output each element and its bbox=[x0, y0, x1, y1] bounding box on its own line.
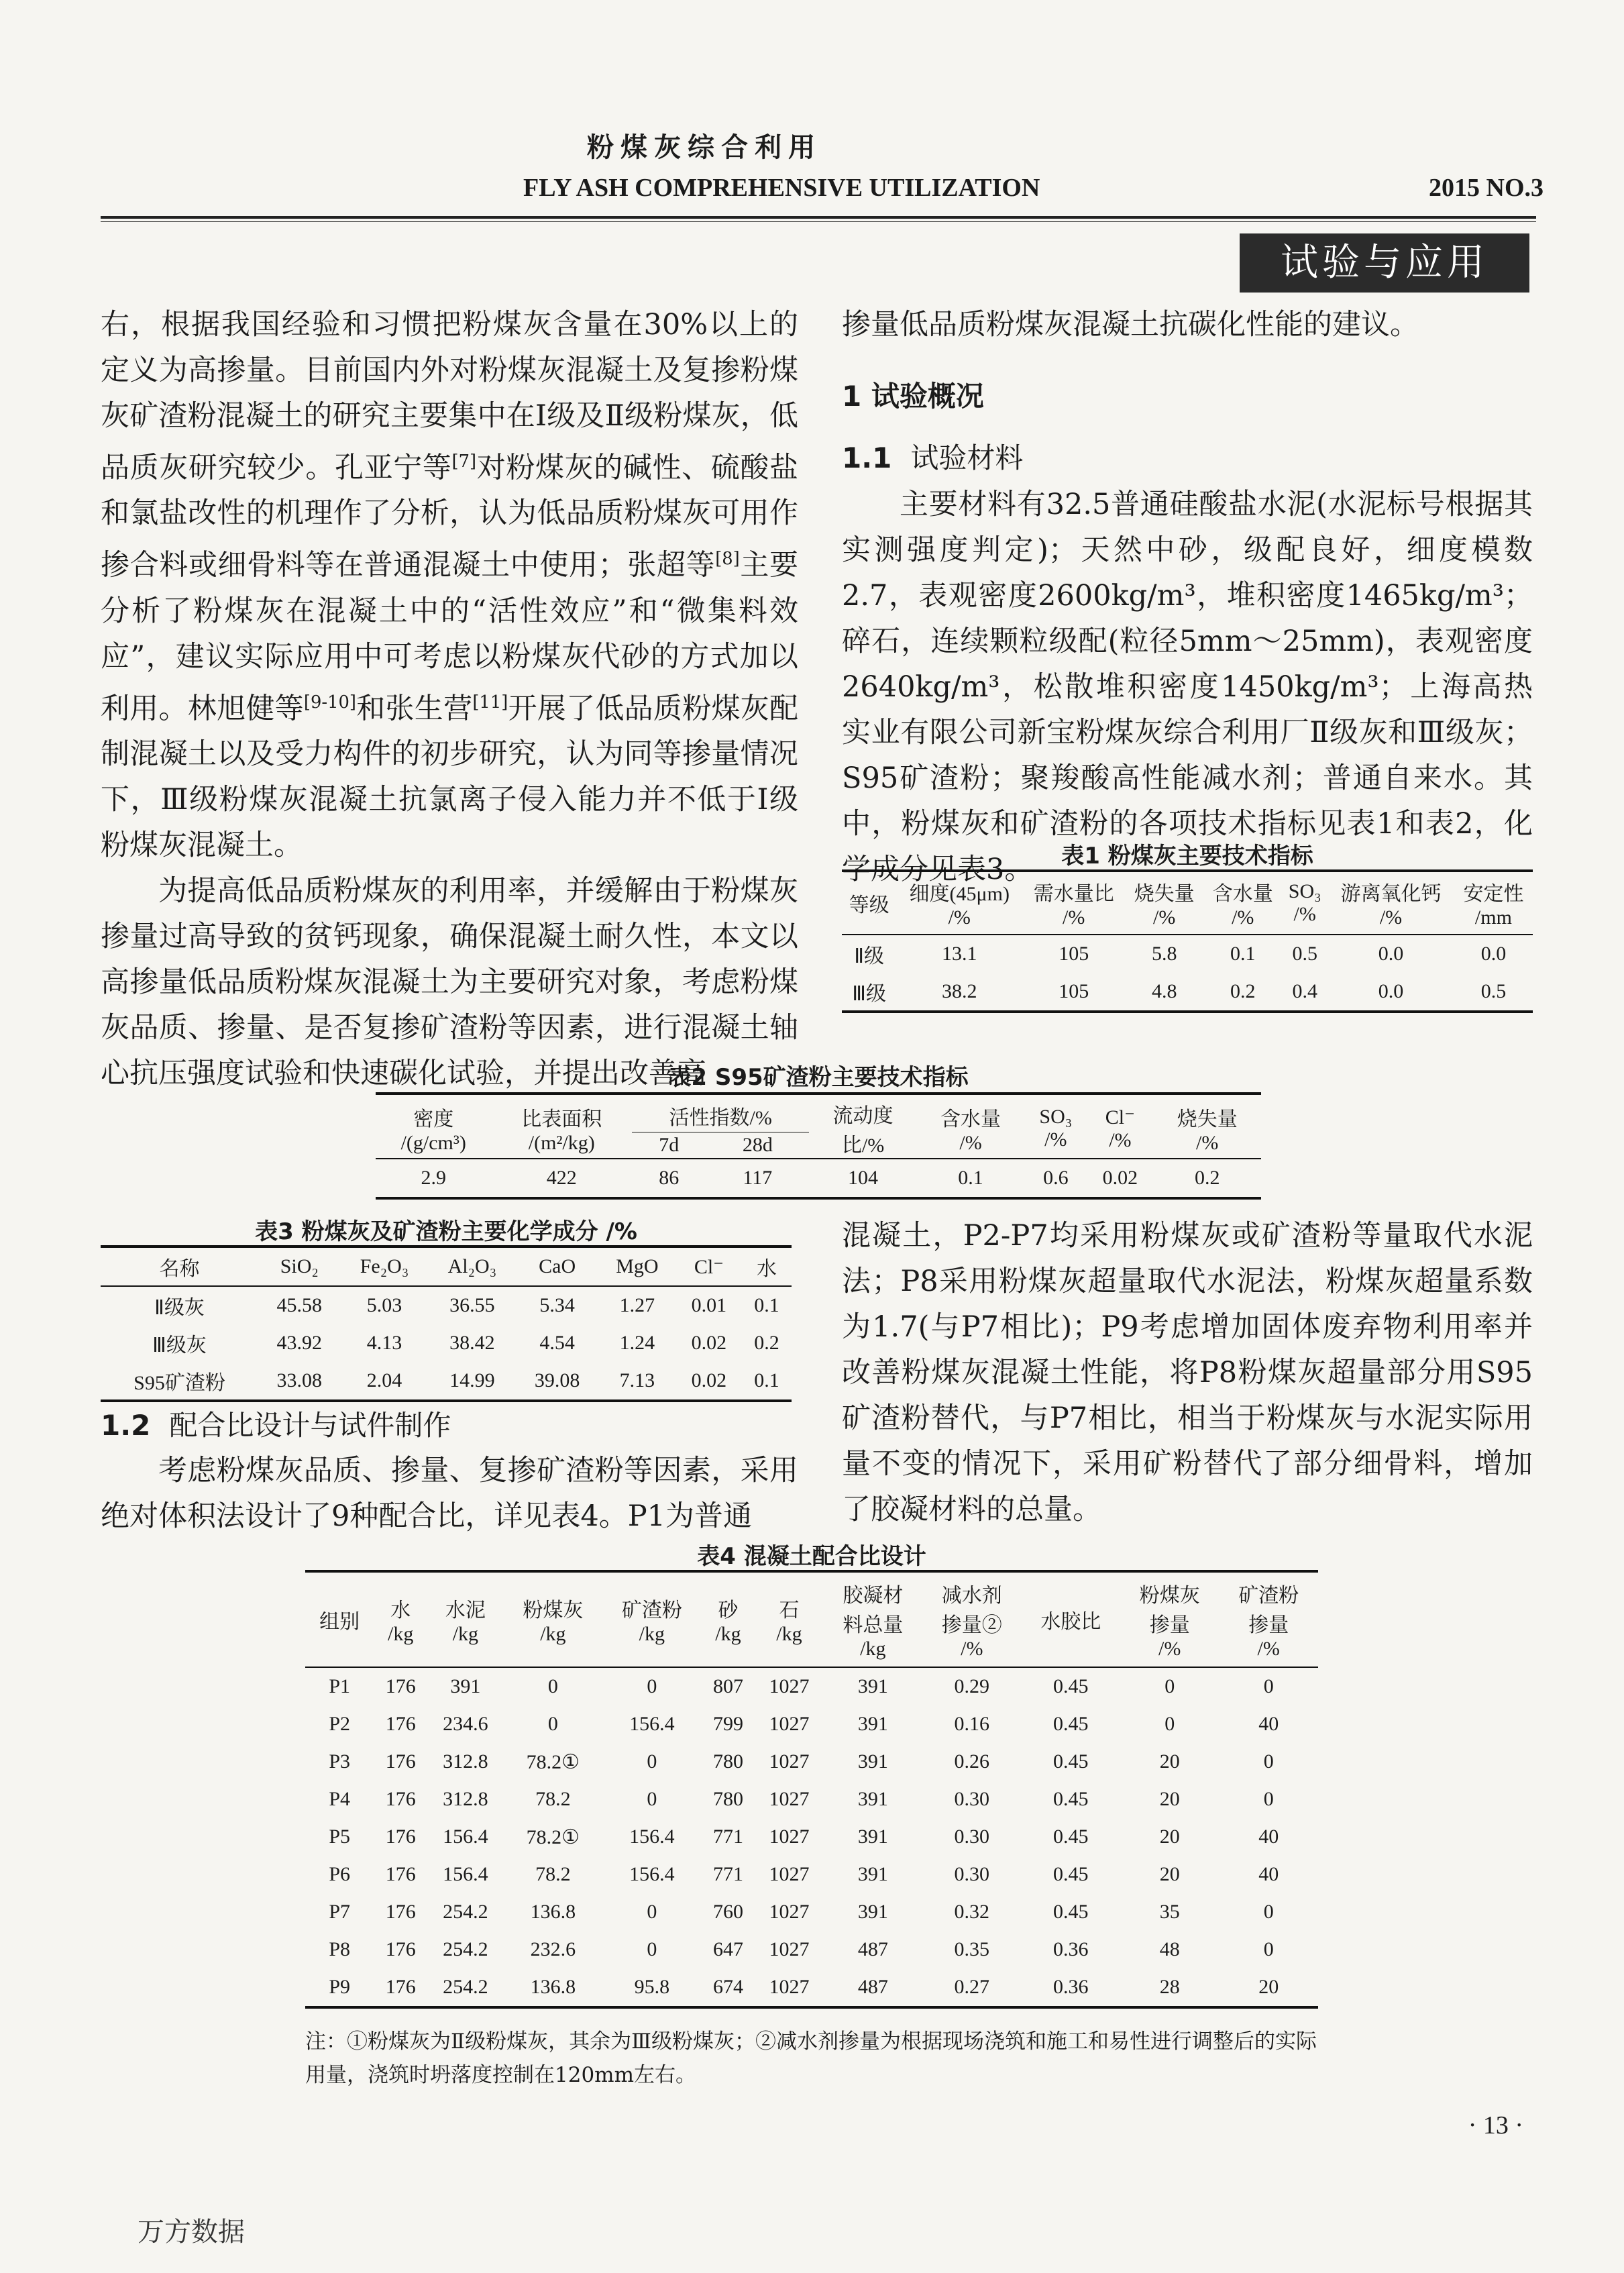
table2-cell: 0.6 bbox=[1024, 1159, 1087, 1198]
table4-cell: 136.8 bbox=[504, 1968, 602, 2007]
table1-cell: 105 bbox=[1022, 935, 1125, 973]
paragraph-2: 为提高低品质粉煤灰的利用率，并缓解由于粉煤灰掺量过高导致的贫钙现象，确保混凝土耐久性，本文以高掺量低品质粉煤灰混凝土为主要研究对象，考虑粉煤灰品质、掺量、是否复掺矿渣粉等因素，进行混凝土轴心抗压强度试验和快速碳化试验，并提出改善高 bbox=[101, 874, 798, 1090]
table4-cell: 156.4 bbox=[629, 1826, 675, 1848]
table4-cell: 771 bbox=[712, 1826, 743, 1848]
table3 bbox=[101, 1245, 792, 1402]
table4-cell: 487 bbox=[824, 1968, 922, 2007]
table1-cell: 0.5 bbox=[1454, 973, 1533, 1012]
table1-head-5: SO₃ /% bbox=[1282, 871, 1328, 935]
table2-cell: 422 bbox=[491, 1159, 632, 1198]
table4-cell: 1027 bbox=[769, 1863, 810, 1885]
table1-cell: 0.0 bbox=[1454, 935, 1533, 973]
table4-cell: 28 bbox=[1120, 1968, 1219, 2007]
table1-cell: 0.2 bbox=[1203, 973, 1282, 1012]
table4-cell: 0.26 bbox=[954, 1750, 990, 1773]
table4-cell: 0.35 bbox=[954, 1938, 990, 1960]
table4-cell: 156.4 bbox=[443, 1863, 488, 1885]
paragraph-right-0: 掺量低品质粉煤灰混凝土抗碳化性能的建议。 bbox=[842, 308, 1419, 341]
table4-cell: P2 bbox=[329, 1713, 350, 1735]
table4-cell: 78.2① bbox=[526, 1750, 580, 1773]
table4-cell: 40 bbox=[1258, 1713, 1279, 1735]
table-row bbox=[842, 973, 1533, 1012]
table4-cell: 20 bbox=[1159, 1863, 1180, 1885]
table4-cell: 40 bbox=[1258, 1826, 1279, 1848]
journal-title-en: FLY ASH COMPREHENSIVE UTILIZATION bbox=[523, 174, 1040, 202]
table4-cell: 0 bbox=[647, 1788, 657, 1810]
table1-head-3: 烧失量 /% bbox=[1125, 871, 1203, 935]
table4-cell: 1027 bbox=[769, 1901, 810, 1923]
t2-head-density: 密度 /(g/cm³) bbox=[376, 1094, 491, 1159]
table4-cell: 391 bbox=[857, 1826, 888, 1848]
table4-cell: 0.16 bbox=[954, 1713, 990, 1735]
table4-cell: 0 bbox=[647, 1750, 657, 1773]
header-rule bbox=[101, 216, 1536, 219]
table4-cell: 176 bbox=[385, 1901, 416, 1923]
table3-head-6: Cl⁻ bbox=[676, 1247, 742, 1286]
table4-cell: P3 bbox=[329, 1750, 350, 1773]
table4-cell: 1027 bbox=[769, 1713, 810, 1735]
table4-cell: 176 bbox=[385, 1750, 416, 1773]
table1-head-0: 等级 bbox=[842, 871, 896, 935]
table4-cell: 312.8 bbox=[443, 1788, 488, 1810]
table4-cell: 20 bbox=[1159, 1750, 1180, 1773]
table3-cell: S95矿渣粉 bbox=[101, 1362, 258, 1401]
table4-cell: 0.45 bbox=[1053, 1750, 1089, 1773]
paragraph-1-b: 对粉煤灰的碱性、硫酸盐和氯盐改性的机理作了分析，认为低品质粉煤灰可用作掺合料或细骨料等在普通混凝土中使用；张超等 bbox=[101, 451, 799, 582]
table1-cell: Ⅱ级 bbox=[842, 935, 896, 973]
table4-cell: 1027 bbox=[769, 1826, 810, 1848]
table4-cell: 391 bbox=[857, 1713, 888, 1735]
table4-note: 注：①粉煤灰为Ⅱ级粉煤灰，其余为Ⅲ级粉煤灰；②减水剂掺量为根据现场浇筑和施工和易性进行调整后的实际用量，浇筑时坍落度控制在120mm左右。 bbox=[305, 2029, 1317, 2087]
paragraph-1-e: 开展了低品质粉煤灰配制混凝土以及受力构件的初步研究，认为同等掺量情况下，Ⅲ级粉煤灰混凝土抗氯离子侵入能力并不低于Ⅰ级粉煤灰混凝土。 bbox=[101, 691, 799, 862]
table-row bbox=[305, 1968, 1318, 2007]
table4-cell: 176 bbox=[385, 1863, 416, 1885]
table3-cell: 1.24 bbox=[619, 1332, 655, 1354]
table4-head-10: 粉煤灰 掺量 /% bbox=[1120, 1571, 1219, 1667]
table3-cell: 0.1 bbox=[742, 1362, 792, 1401]
table4-cell: 0.36 bbox=[1022, 1968, 1120, 2007]
table-row bbox=[305, 1931, 1318, 1968]
table4-cell: 20 bbox=[1159, 1788, 1180, 1810]
table1-cell: 0.5 bbox=[1282, 935, 1328, 973]
table4-head-9: 水胶比 bbox=[1022, 1571, 1120, 1667]
table3-head-4: CaO bbox=[516, 1247, 598, 1286]
table4 bbox=[305, 1570, 1318, 2009]
t2-head-activity: 活性指数/% bbox=[632, 1094, 809, 1132]
t2-head-28d: 28d bbox=[742, 1134, 773, 1157]
table3-cell: 33.08 bbox=[258, 1362, 341, 1401]
table4-cell: 647 bbox=[712, 1938, 743, 1960]
table4-cell: 176 bbox=[385, 1938, 416, 1960]
table4-cell: 254.2 bbox=[443, 1938, 488, 1960]
table4-cell: 0 bbox=[504, 1667, 602, 1705]
table4-cell: 20 bbox=[1159, 1826, 1180, 1848]
table1-cell: 4.8 bbox=[1125, 973, 1203, 1012]
paragraph-1-c: 主要分析了粉煤灰在混凝土中的“活性效应”和“微集料效应”，建议实际应用中可考虑以粉煤灰代砂的方式加以利用。林旭健等 bbox=[101, 548, 799, 725]
table4-cell: P4 bbox=[329, 1788, 350, 1810]
table4-cell: 176 bbox=[385, 1788, 416, 1810]
table-row bbox=[376, 1159, 1261, 1198]
table3-cell: 39.08 bbox=[516, 1362, 598, 1401]
table3-head-1: SiO₂ bbox=[258, 1247, 341, 1286]
table4-cell: 0.45 bbox=[1053, 1713, 1089, 1735]
table3-cell: 36.55 bbox=[428, 1286, 516, 1324]
materials-text bbox=[842, 482, 1533, 892]
table4-cell: 799 bbox=[712, 1713, 743, 1735]
table-row bbox=[842, 935, 1533, 973]
paragraph-1-a: 右，根据我国经验和习惯把粉煤灰含量在30%以上的定义为高掺量。目前国内外对粉煤灰混凝土及复掺粉煤灰矿渣粉混凝土的研究主要集中在Ⅰ级及Ⅱ级粉煤灰，低品质灰研究较少。孔亚宁等 bbox=[101, 308, 798, 485]
table1-cell: Ⅲ级 bbox=[842, 973, 896, 1012]
section-1-1-number: 1.1 bbox=[842, 441, 892, 474]
table4-cell: 40 bbox=[1258, 1863, 1279, 1885]
table1-head-6: 游离氧化钙 /% bbox=[1328, 871, 1454, 935]
table4-cell: 78.2 bbox=[535, 1863, 571, 1885]
table1-cell: 38.2 bbox=[896, 973, 1022, 1012]
t2-head-cl: Cl⁻ /% bbox=[1087, 1094, 1153, 1159]
table3-head-7: 水 bbox=[742, 1247, 792, 1286]
table1-head-2: 需水量比 /% bbox=[1022, 871, 1125, 935]
t2-head-water: 含水量 /% bbox=[917, 1094, 1025, 1159]
table4-cell: 674 bbox=[702, 1968, 755, 2007]
table4-cell: 1027 bbox=[769, 1788, 810, 1810]
table1-cell: 0.1 bbox=[1203, 935, 1282, 973]
table3-cell: 2.04 bbox=[341, 1362, 429, 1401]
section-1-2-text bbox=[101, 1448, 798, 1539]
table1-cell: 13.1 bbox=[896, 935, 1022, 973]
table4-cell: 0.45 bbox=[1022, 1667, 1120, 1705]
table3-head-0: 名称 bbox=[101, 1247, 258, 1286]
table4-head-7: 胶凝材 料总量 /kg bbox=[824, 1571, 922, 1667]
table2-cell: 104 bbox=[809, 1159, 917, 1198]
table4-cell: 1027 bbox=[755, 1968, 823, 2007]
table3-cell: 5.03 bbox=[341, 1286, 429, 1324]
table4-cell: 0 bbox=[602, 1667, 701, 1705]
table-row bbox=[101, 1286, 792, 1324]
journal-title-cn: 粉煤灰综合利用 bbox=[587, 131, 822, 163]
table-row bbox=[305, 1818, 1318, 1856]
table4-cell: P6 bbox=[329, 1863, 350, 1885]
table4-cell: 1027 bbox=[755, 1667, 823, 1705]
section-1-heading: 1 试验概况 bbox=[842, 380, 984, 413]
table1-head-7: 安定性 /mm bbox=[1454, 871, 1533, 935]
table4-cell: 156.4 bbox=[629, 1863, 675, 1885]
right-column-text-2 bbox=[842, 1213, 1533, 1532]
table4-cell: P8 bbox=[329, 1938, 350, 1960]
table4-cell: 20 bbox=[1219, 1968, 1318, 2007]
issue-number: 2015 NO.3 bbox=[1429, 174, 1544, 202]
table4-cell: 391 bbox=[824, 1667, 922, 1705]
table-row bbox=[305, 1743, 1318, 1781]
table4-head-0: 组别 bbox=[305, 1571, 374, 1667]
table3-cell: 0.02 bbox=[676, 1362, 742, 1401]
table1-cell: 0.4 bbox=[1282, 973, 1328, 1012]
t2-head-loss: 烧失量 /% bbox=[1153, 1094, 1261, 1159]
table3-cell: 1.27 bbox=[598, 1286, 676, 1324]
table1-cell: 105 bbox=[1022, 973, 1125, 1012]
table4-cell: 176 bbox=[385, 1713, 416, 1735]
table-row bbox=[305, 1667, 1318, 1705]
right-column-text bbox=[842, 302, 1533, 348]
table4-cell: 156.4 bbox=[629, 1713, 675, 1735]
table3-cell: 5.34 bbox=[516, 1286, 598, 1324]
table4-cell: 0 bbox=[1219, 1667, 1318, 1705]
table4-cell: 0 bbox=[1263, 1938, 1274, 1960]
table4-cell: P1 bbox=[305, 1667, 374, 1705]
table3-cell: 38.42 bbox=[449, 1332, 495, 1354]
table-row bbox=[305, 1856, 1318, 1893]
table4-cell: 156.4 bbox=[443, 1826, 488, 1848]
table1-cell: 0.0 bbox=[1328, 973, 1454, 1012]
table4-cell: P5 bbox=[329, 1826, 350, 1848]
table4-cell: 0 bbox=[1263, 1901, 1274, 1923]
table4-cell: 0.30 bbox=[954, 1863, 990, 1885]
ref-7: [7] bbox=[451, 452, 477, 472]
table4-cell: 0.32 bbox=[954, 1901, 990, 1923]
table-row bbox=[101, 1362, 792, 1401]
table4-cell: 780 bbox=[712, 1750, 743, 1773]
table4-cell: 391 bbox=[857, 1863, 888, 1885]
t2-head-ssa: 比表面积 /(m²/kg) bbox=[491, 1094, 632, 1159]
table1-head-4: 含水量 /% bbox=[1203, 871, 1282, 935]
table4-head-2: 水泥 /kg bbox=[427, 1571, 504, 1667]
table4-cell: 0.30 bbox=[954, 1826, 990, 1848]
table4-cell: 176 bbox=[374, 1968, 427, 2007]
table1 bbox=[842, 869, 1533, 1013]
left-column-text bbox=[101, 302, 798, 1096]
table4-cell: 312.8 bbox=[443, 1750, 488, 1773]
table4-cell: 0.30 bbox=[954, 1788, 990, 1810]
table4-cell: 95.8 bbox=[602, 1968, 701, 2007]
table4-cell: 234.6 bbox=[443, 1713, 488, 1735]
table4-cell: 176 bbox=[374, 1667, 427, 1705]
table2-cell: 0.1 bbox=[917, 1159, 1025, 1198]
table2-cell: 86 bbox=[632, 1159, 706, 1198]
table4-cell: 0.45 bbox=[1053, 1826, 1089, 1848]
section-1-2-number: 1.2 bbox=[101, 1409, 151, 1442]
table4-cell: 254.2 bbox=[427, 1968, 504, 2007]
table4-head-8: 减水剂 掺量② /% bbox=[922, 1571, 1021, 1667]
table4-cell: 0.27 bbox=[922, 1968, 1021, 2007]
table3-cell: 43.92 bbox=[276, 1332, 323, 1354]
table4-cell: 78.2① bbox=[526, 1826, 580, 1848]
table4-cell: 48 bbox=[1159, 1938, 1180, 1960]
table3-cell: 45.58 bbox=[258, 1286, 341, 1324]
table-row bbox=[305, 1893, 1318, 1931]
table4-cell: 780 bbox=[712, 1788, 743, 1810]
table4-cell: 35 bbox=[1159, 1901, 1180, 1923]
t2-head-7d: 7d bbox=[659, 1134, 680, 1157]
table2-cell: 117 bbox=[706, 1159, 809, 1198]
table3-cell: 0.02 bbox=[691, 1332, 727, 1354]
table3-cell: 4.54 bbox=[539, 1332, 575, 1354]
table4-head-1: 水 /kg bbox=[374, 1571, 427, 1667]
paragraph-mix-methods: 混凝土，P2-P7均采用粉煤灰或矿渣粉等量取代水泥法；P8采用粉煤灰超量取代水泥法，粉煤灰超量系数为1.7(与P7相比)；P9考虑增加固体废弃物利用率并改善粉煤灰混凝土性能，将P8粉煤灰超量部分用S95矿渣粉替代，与P7相比，相当于粉煤灰与水泥实际用量不变的情况下，采用矿粉替代了部分细骨料，增加了胶凝材料的总量。 bbox=[842, 1219, 1533, 1526]
table3-cell: Ⅲ级灰 bbox=[152, 1334, 207, 1357]
table2 bbox=[376, 1092, 1261, 1200]
table4-cell: P7 bbox=[329, 1901, 350, 1923]
ref-8: [8] bbox=[715, 549, 740, 570]
table3-head-5: MgO bbox=[598, 1247, 676, 1286]
table4-cell: 0 bbox=[547, 1713, 558, 1735]
header-rule-thin bbox=[101, 221, 1536, 222]
table4-cell: 0 bbox=[1263, 1750, 1274, 1773]
table4-head-4: 矿渣粉 /kg bbox=[602, 1571, 701, 1667]
table3-cell: 0.2 bbox=[754, 1332, 779, 1354]
table4-cell: 391 bbox=[857, 1788, 888, 1810]
table4-cell: 0 bbox=[1263, 1788, 1274, 1810]
table4-cell: 0 bbox=[1120, 1667, 1219, 1705]
table4-cell: 78.2 bbox=[535, 1788, 571, 1810]
table-row bbox=[101, 1324, 792, 1362]
table4-cell: 136.8 bbox=[530, 1901, 576, 1923]
table4-cell: 1027 bbox=[769, 1938, 810, 1960]
section-tag: 试验与应用 bbox=[1240, 233, 1529, 293]
table4-cell: 232.6 bbox=[530, 1938, 576, 1960]
table2-cell: 0.2 bbox=[1153, 1159, 1261, 1198]
table4-cell: 0.36 bbox=[1053, 1938, 1089, 1960]
footer-watermark: 万方数据 bbox=[138, 2217, 245, 2248]
table4-head-6: 石 /kg bbox=[755, 1571, 823, 1667]
table4-cell: 391 bbox=[857, 1750, 888, 1773]
table-row bbox=[305, 1781, 1318, 1818]
table3-cell: 0.01 bbox=[676, 1286, 742, 1324]
table4-cell: 391 bbox=[857, 1901, 888, 1923]
section-1-2-title: 配合比设计与试件制作 bbox=[169, 1409, 451, 1442]
section-1-2-heading bbox=[101, 1404, 451, 1444]
table4-caption: 表4 混凝土配合比设计 bbox=[697, 1543, 926, 1570]
table4-cell: 254.2 bbox=[443, 1901, 488, 1923]
ref-11: [11] bbox=[472, 692, 508, 712]
table4-cell: 176 bbox=[385, 1826, 416, 1848]
table4-cell: 1027 bbox=[769, 1750, 810, 1773]
table3-head-2: Fe₂O₃ bbox=[341, 1247, 429, 1286]
table1-head-1: 细度(45μm) /% bbox=[896, 871, 1022, 935]
table1-caption: 表1 粉煤灰主要技术指标 bbox=[1061, 843, 1313, 869]
table3-caption: 表3 粉煤灰及矿渣粉主要化学成分 /% bbox=[255, 1218, 637, 1245]
section-1-1-heading bbox=[842, 436, 1023, 476]
table1-cell: 0.0 bbox=[1328, 935, 1454, 973]
table3-cell: 14.99 bbox=[428, 1362, 516, 1401]
table3-cell: 0.1 bbox=[742, 1286, 792, 1324]
t2-head-so3: SO₃ /% bbox=[1024, 1094, 1087, 1159]
table4-cell: 391 bbox=[427, 1667, 504, 1705]
table4-cell: 0 bbox=[647, 1938, 657, 1960]
table4-cell: 771 bbox=[712, 1863, 743, 1885]
page-number: · 13 · bbox=[1468, 2111, 1523, 2139]
table4-cell: 0 bbox=[1165, 1713, 1175, 1735]
section-1-1-title: 试验材料 bbox=[910, 441, 1024, 474]
table3-cell: 7.13 bbox=[598, 1362, 676, 1401]
table4-cell: 0 bbox=[647, 1901, 657, 1923]
table4-cell: 0.45 bbox=[1053, 1788, 1089, 1810]
table4-cell: P9 bbox=[305, 1968, 374, 2007]
table4-head-11: 矿渣粉 掺量 /% bbox=[1219, 1571, 1318, 1667]
table3-cell: 4.13 bbox=[366, 1332, 402, 1354]
table2-caption: 表2 S95矿渣粉主要技术指标 bbox=[668, 1064, 969, 1091]
table3-head-3: Al₂O₃ bbox=[428, 1247, 516, 1286]
table2-cell: 2.9 bbox=[376, 1159, 491, 1198]
table4-cell: 807 bbox=[702, 1667, 755, 1705]
table1-cell: 5.8 bbox=[1125, 935, 1203, 973]
table4-cell: 0.45 bbox=[1053, 1863, 1089, 1885]
table2-cell: 0.02 bbox=[1087, 1159, 1153, 1198]
t2-head-flow: 流动度 比/% bbox=[809, 1094, 917, 1159]
table4-cell: 760 bbox=[712, 1901, 743, 1923]
table4-head-5: 砂 /kg bbox=[702, 1571, 755, 1667]
paragraph-materials: 主要材料有32.5普通硅酸盐水泥(水泥标号根据其实测强度判定)；天然中砂，级配良好，细度模数2.7，表观密度2600kg/m³，堆积密度1465kg/m³；碎石，连续颗粒级配(粒径5mm～25mm)，表观密度2640kg/m³，松散堆积密度1450kg/m³；上海高热实业有限公司新宝粉煤灰综合利用厂Ⅱ级灰和Ⅲ级灰；S95矿渣粉；聚羧酸高性能减水剂；普通自来水。其中，粉煤灰和矿渣粉的各项技术指标见表1和表2，化学成分见表3。 bbox=[842, 488, 1533, 886]
ref-9-10: [9-10] bbox=[303, 692, 356, 712]
paragraph-mix-design: 考虑粉煤灰品质、掺量、复掺矿渣粉等因素，采用绝对体积法设计了9种配合比，详见表4。P1为普通 bbox=[101, 1454, 798, 1533]
paragraph-1-d: 和张生营 bbox=[356, 691, 473, 725]
table4-cell: 0.45 bbox=[1053, 1901, 1089, 1923]
table4-head-3: 粉煤灰 /kg bbox=[504, 1571, 602, 1667]
table4-cell: 0.29 bbox=[922, 1667, 1021, 1705]
table4-cell: 487 bbox=[857, 1938, 888, 1960]
table3-cell: Ⅱ级灰 bbox=[101, 1286, 258, 1324]
table-row bbox=[305, 1705, 1318, 1743]
